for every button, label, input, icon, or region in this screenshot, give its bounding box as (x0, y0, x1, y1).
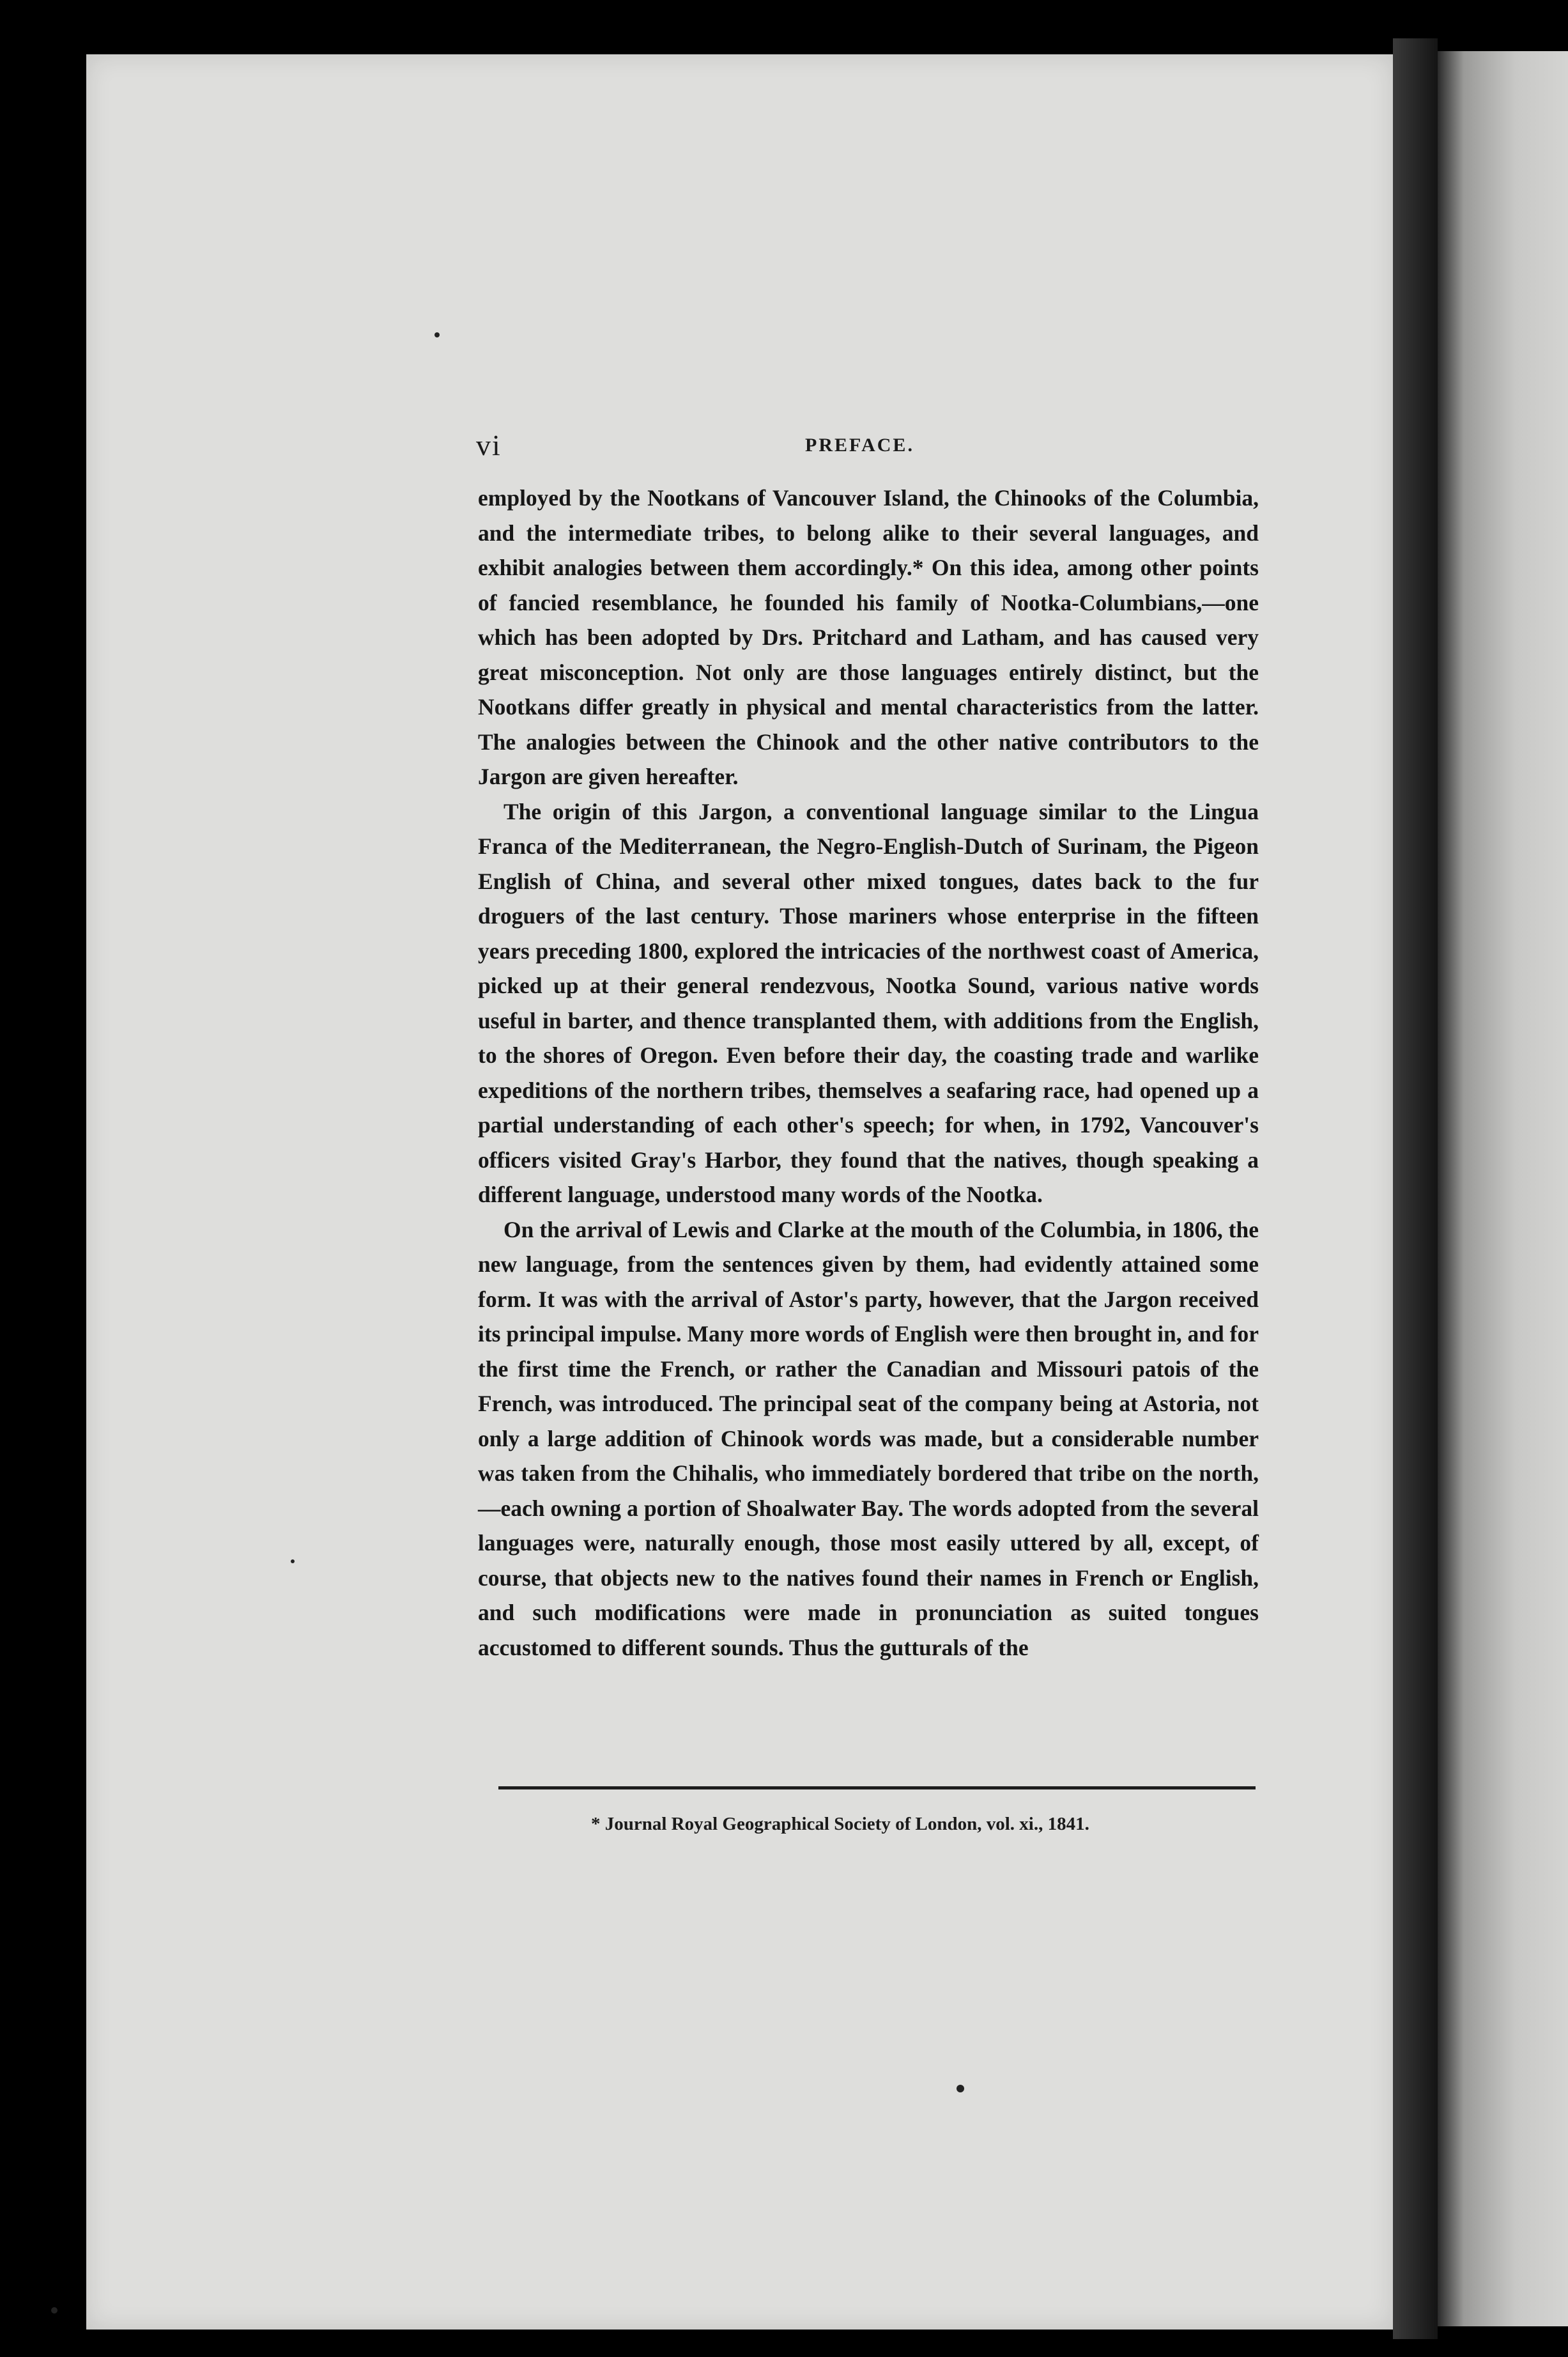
paragraph: The origin of this Jargon, a conventional language similar to the Lingua Franca of the Mediterranean, the Negro-English-Dutch of Surinam, the Pigeon English of China, and several other mixed tongues, dates back to the fur droguers of the last century. Those mariners whose enterprise in the fifteen years preceding 1800, explored the intricacies of the northwest coast of America, picked up at their general rendezvous, Nootka Sound, various native words useful in barter, and thence transplanted them, with additions from the English, to the shores of Oregon. Even before their day, the coasting trade and warlike expeditions of the northern tribes, themselves a seafaring race, had opened up a partial understanding of each other's speech; for when, in 1792, Vancouver's officers visited Gray's Harbor, they found that the natives, though speaking a different language, understood many words of the Nootka. (478, 798, 1259, 1207)
body-text (478, 481, 1259, 1665)
paragraph: employed by the Nootkans of Vancouver Island, the Chinooks of the Columbia, and the intermediate tribes, to belong alike to their several languages, and exhibit analogies between them accordingly.* On this idea, among other points of fancied resemblance, he founded his family of Nootka-Columbians,—one which has been adopted by Drs. Pritchard and Latham, and has caused very great misconception. Not only are those languages entirely distinct, but the Nootkans differ greatly in physical and mental characteristics from the latter. The analogies between the Chinook and the other native contributors to the Jargon are given hereafter. (478, 485, 1259, 789)
page-binding (1393, 38, 1438, 2339)
scan-speck (291, 1559, 295, 1563)
scan-speck (957, 2085, 964, 2092)
paragraph: On the arrival of Lewis and Clarke at the mouth of the Columbia, in 1806, the new language, from the sentences given by them, had evidently attained some form. It was with the arrival of Astor's party, however, that the Jargon received its principal impulse. Many more words of English were then brought in, and for the first time the French, or rather the Canadian and Missouri patois of the French, was introduced. The principal seat of the company being at Astoria, not only a large addition of Chinook words was made, but a considerable number was taken from the Chihalis, who immediately bordered that tribe on the north,—each owning a portion of Shoalwater Bay. The words adopted from the several languages were, naturally enough, those most easily uttered by all, except, of course, that objects new to the natives found their names in French or English, and such modifications were made in pronunciation as suited tongues accustomed to different sounds. Thus the gutturals of the (478, 1216, 1259, 1660)
running-head (476, 428, 1259, 467)
facing-page-edge (1438, 51, 1568, 2326)
page-number: vi (476, 429, 502, 461)
running-title: PREFACE. (805, 435, 914, 456)
footnote-rule (498, 1786, 1256, 1789)
scan-speck (51, 2307, 58, 2314)
footnote: * Journal Royal Geographical Society of London, vol. xi., 1841. (591, 1814, 1089, 1834)
scan-speck (434, 332, 440, 337)
